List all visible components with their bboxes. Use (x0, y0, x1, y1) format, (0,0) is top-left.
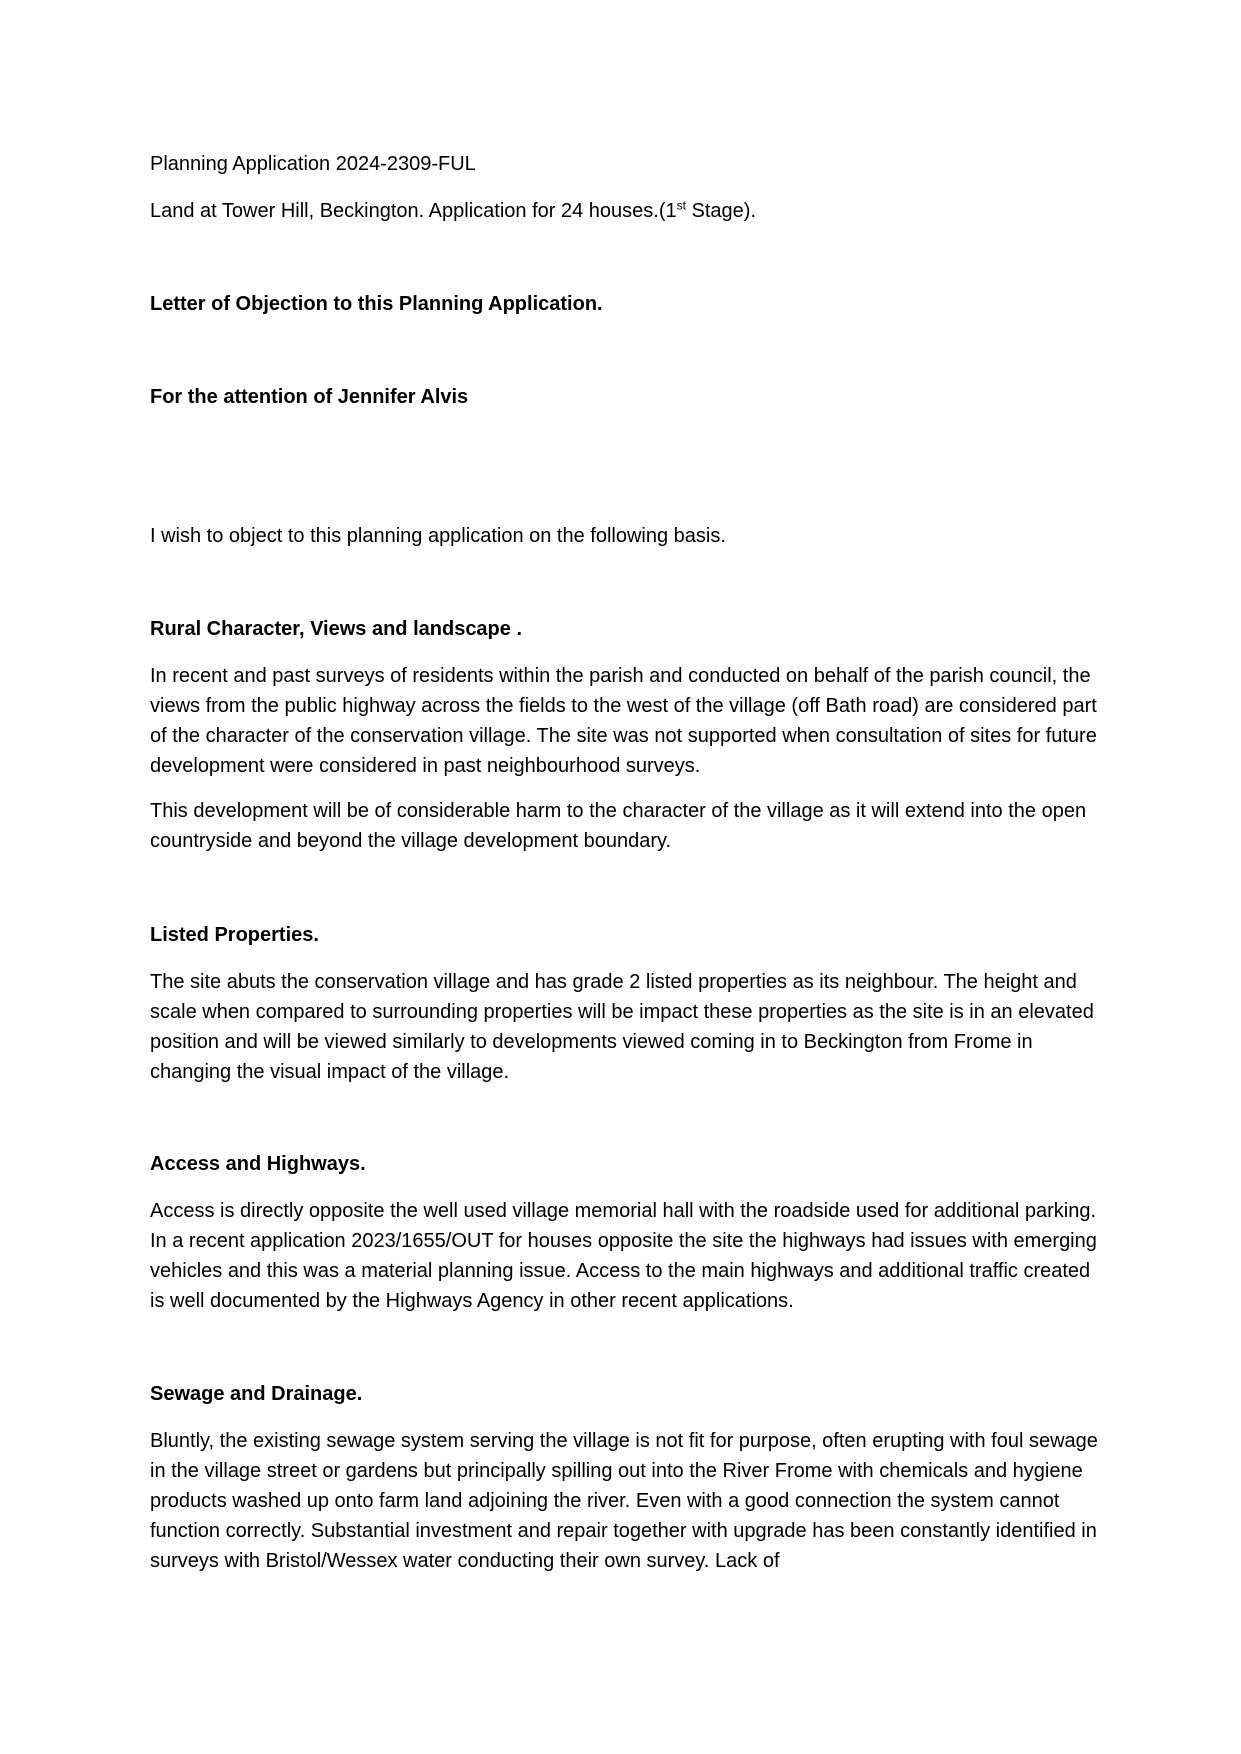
subtitle-text-end: Stage). (685, 200, 757, 222)
section-sewage-paragraph-1: Bluntly, the existing sewage system serving the village is not fit for purpose, often erupting with foul sewage in the village street or gardens but principally spilling out into the River Frome with chemicals and hygiene products washed up onto farm land adjoining the river. Even with a good connection the system cannot function correctly. Substantial investment and repair together with upgrade has been constantly identified in surveys with Bristol/Wessex water conducting their own survey. Lack of (150, 1430, 1098, 1572)
intro-paragraph: I wish to object to this planning application on the following basis. (150, 525, 726, 547)
application-subtitle (150, 196, 1110, 226)
section-heading-listed: Listed Properties. (150, 924, 319, 946)
section-rural-paragraph-1: In recent and past surveys of residents within the parish and conducted on behalf of the parish council, the views from the public highway across the fields to the west of the village (off Bath road) are considered part of the character of the conservation village. The site was not supported when consultation of sites for future development were considered in past neighbourhood surveys. (150, 665, 1097, 777)
section-heading-rural: Rural Character, Views and landscape . (150, 618, 523, 640)
application-reference: Planning Application 2024-2309-FUL (150, 153, 476, 175)
section-heading-sewage: Sewage and Drainage. (150, 1383, 363, 1405)
section-heading-access: Access and Highways. (150, 1153, 366, 1175)
section-listed-paragraph-1: The site abuts the conservation village and has grade 2 listed properties as its neighbour. The height and scale when compared to surrounding properties will be impact these properties as the site is in an elevated position and will be viewed similarly to developments viewed coming in to Beckington from Frome in changing the visual impact of the village. (150, 971, 1094, 1083)
subtitle-superscript: st (676, 198, 686, 213)
letter-title: Letter of Objection to this Planning Application. (150, 293, 603, 315)
section-access-paragraph-1: Access is directly opposite the well used village memorial hall with the roadside used for additional parking. In a recent application 2023/1655/OUT for houses opposite the site the highways had issues with emerging vehicles and this was a material planning issue. Access to the main highways and additional traffic created is well documented by the Highways Agency in other recent applications. (150, 1200, 1097, 1312)
attention-line: For the attention of Jennifer Alvis (150, 386, 469, 408)
subtitle-text: Land at Tower Hill, Beckington. Application for 24 houses.(1 (150, 200, 677, 222)
section-rural-paragraph-2: This development will be of considerable harm to the character of the village as it will extend into the open countryside and beyond the village development boundary. (150, 800, 1087, 852)
